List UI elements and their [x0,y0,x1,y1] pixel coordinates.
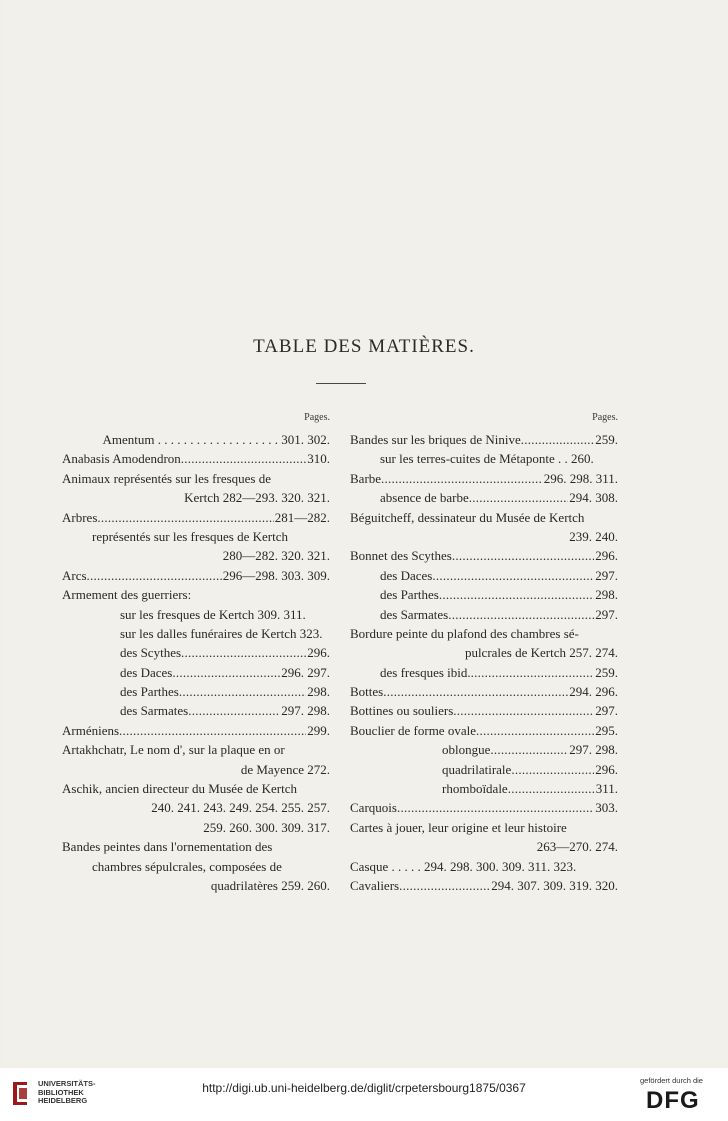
dot-leader [448,605,594,624]
entry-page: 296. [595,761,618,777]
dot-leader [381,469,543,488]
entry-text: Cavaliers [350,877,400,893]
index-column-right [350,412,618,895]
entry-page: 297. [595,567,618,583]
dot-leader [439,585,594,604]
entry-text: Kertch 282—293. 320. 321. [184,490,330,506]
dot-leader [471,663,595,682]
dot-leader [119,721,306,740]
entry-page: 296—298. 303. 309. [222,567,330,583]
entry-page: 298. [595,587,618,603]
dot-leader [188,701,280,720]
dot-leader [452,546,594,565]
dot-leader [511,760,594,779]
entry-text: quadrilatirale [442,761,512,777]
index-entry [350,585,618,604]
entry-page: 294. 307. 309. 319. 320. [491,877,618,893]
index-entry [350,469,618,488]
index-entry [62,682,330,701]
entry-page: 294. 308. [569,490,618,506]
entry-text: Bottes [350,684,384,700]
entry-text: Amentum . . . . . . . . . . . . . . . . . . . 301. 302. [102,432,330,447]
entry-text: Carquois [350,800,397,816]
entry-text: représentés sur les fresques de Kertch [92,528,289,544]
index-entry [62,546,330,565]
entry-text: Barbe [350,470,382,486]
index-column-left [62,412,330,895]
entry-page: 259. [595,432,618,447]
index-entry [350,818,618,837]
entry-text: Bordure peinte du plafond des chambres sé- [350,625,579,641]
dot-leader [181,643,306,662]
entry-text: sur les fresques de Kertch 309. 311. [120,606,306,622]
entry-page: 281—282. [274,509,330,525]
entry-text: Bonnet des Scythes [350,548,452,564]
entry-text: des Sarmates [380,606,449,622]
index-entry [350,643,618,662]
entry-page: 259. [595,664,618,680]
dot-leader [521,430,594,449]
index-entry [350,508,618,527]
entry-page: 311. [595,781,618,797]
dot-leader [399,876,490,895]
entry-text: Armement des guerriers: [62,587,192,603]
entry-text: pulcrales de Kertch 257. 274. [464,645,618,661]
title-rule [316,383,366,384]
entry-text: Bottines ou souliers [350,703,454,719]
page-title: TABLE DES MATIÈRES. [253,336,475,357]
index-entry [350,605,618,624]
entry-text: des Parthes [120,684,179,700]
index-entry [350,798,618,817]
source-url-link[interactable]: http://digi.ub.uni-heidelberg.de/diglit/crpetersbourg1875/0367 [202,1081,526,1095]
entry-page: 295. [595,722,618,738]
index-entry [350,837,618,856]
index-entry [62,624,330,643]
index-entry [350,721,618,740]
entry-page: 299. [307,722,330,738]
dot-leader [87,566,222,585]
index-entry [350,682,618,701]
entry-text: des Daces [120,664,173,680]
index-entry [62,721,330,740]
index-entry [350,876,618,895]
pages-header: Pages. [304,412,330,423]
dfg-logo: DFG [646,1087,700,1114]
entry-page: 296. 298. 311. [543,470,618,486]
index-entry [62,701,330,720]
index-entry [62,605,330,624]
dot-leader [453,701,594,720]
entry-text: Arméniens [62,722,120,738]
index-entry [62,508,330,527]
index-lines [350,430,618,895]
index-entry [350,760,618,779]
index-entry [62,740,330,759]
index-entry [350,624,618,643]
entry-text: des Parthes [380,587,439,603]
index-entry [62,837,330,856]
entry-text: Bandes sur les briques de Ninive [350,432,521,447]
index-entry [62,469,330,488]
entry-text: 280—282. 320. 321. [222,548,330,564]
dot-leader [490,740,568,759]
index-entry [62,643,330,662]
dot-leader [508,779,595,798]
entry-text: Cartes à jouer, leur origine et leur histoire [350,819,567,835]
index-entry [62,798,330,817]
index-entry [62,779,330,798]
dot-leader [383,682,568,701]
entry-text: sur les terres-cuites de Métaponte . . 260. [380,451,594,467]
entry-text: Arbres [62,509,98,525]
index-entry [350,566,618,585]
entry-text: de Mayence 272. [240,761,330,777]
index-entry [350,488,618,507]
institution-name: UNIVERSITÄTS- BIBLIOTHEK HEIDELBERG [38,1079,96,1105]
entry-text: des Sarmates [120,703,189,719]
index-entry [62,818,330,837]
index-entry [62,760,330,779]
entry-page: 297. [595,703,618,719]
index-entry [62,566,330,585]
entry-page: 296. [595,548,618,564]
entry-page: 303. [595,800,618,816]
entry-text: Aschik, ancien directeur du Musée de Kertch [62,781,297,797]
entry-text: Casque . . . . . 294. 298. 300. 309. 311. 323. [350,858,577,874]
entry-text: absence de barbe [380,490,469,506]
entry-page: 296. 297. [281,664,330,680]
entry-text: Anabasis Amodendron [62,451,181,467]
index-entry [350,857,618,876]
pages-header: Pages. [592,412,618,423]
index-lines [62,430,330,895]
entry-text: quadrilatères 259. 260. [210,877,330,893]
entry-page: 297. 298. [569,742,618,758]
index-entry [62,527,330,546]
index-entry [62,449,330,468]
entry-page: 296. [307,645,330,661]
index-entry [62,663,330,682]
index-entry [350,430,618,449]
entry-text: 239. 240. [569,528,618,544]
dot-leader [432,566,594,585]
entry-text: Bouclier de forme ovale [350,722,476,738]
index-entry [350,527,618,546]
index-entry [350,449,618,468]
dot-leader [469,488,568,507]
entry-text: Béguitcheff, dessinateur du Musée de Kertch [350,509,585,525]
entry-text: Arcs [62,567,87,583]
dot-leader [397,798,594,817]
dot-leader [97,508,273,527]
entry-page: 310. [307,451,330,467]
index-entry [350,663,618,682]
entry-text: 263—270. 274. [536,839,618,855]
entry-text: Animaux représentés sur les fresques de [62,470,272,486]
entry-page: 297. [595,606,618,622]
index-entry [350,546,618,565]
dot-leader [179,682,306,701]
entry-text: 259. 260. 300. 309. 317. [203,819,330,835]
funded-by-label: gefördert durch die [640,1076,703,1085]
index-entry [62,430,330,449]
index-entry [62,488,330,507]
index-entry [350,740,618,759]
index-entry [62,857,330,876]
entry-page: 298. [307,684,330,700]
entry-text: des Daces [380,567,433,583]
entry-text: Bandes peintes dans l'ornementation des [62,839,273,855]
index-entry [62,585,330,604]
entry-text: des Scythes [120,645,182,661]
entry-text: 240. 241. 243. 249. 254. 255. 257. [151,800,330,816]
index-entry [62,876,330,895]
entry-text: rhomboïdale [442,781,508,797]
entry-text: sur les dalles funéraires de Kertch 323. [120,625,323,641]
index-entry [350,701,618,720]
dot-leader [181,449,306,468]
entry-text: chambres sépulcrales, composées de [92,858,282,874]
entry-text: des fresques ibid. [380,664,471,680]
dot-leader [172,663,280,682]
entry-page: 297. 298. [281,703,330,719]
entry-text: Artakhchatr, Le nom d', sur la plaque en or [62,742,285,758]
entry-text: oblongue [442,742,491,758]
entry-page: 294. 296. [569,684,618,700]
index-entry [350,779,618,798]
dot-leader [476,721,594,740]
